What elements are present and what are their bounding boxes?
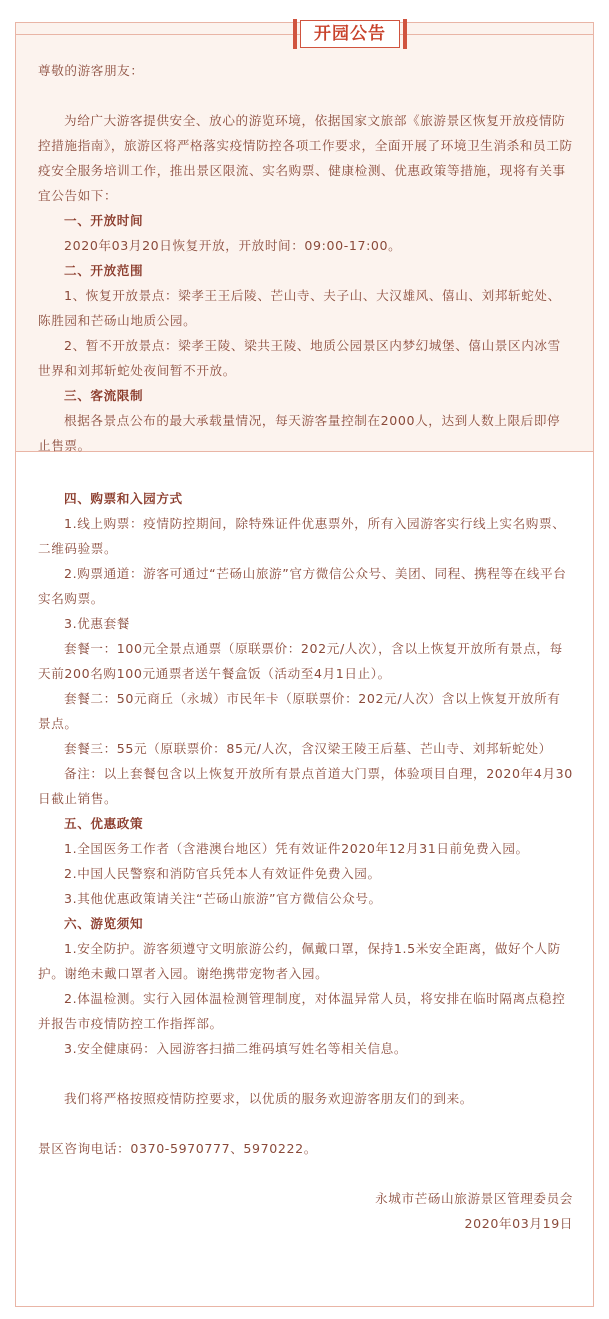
signature-org: 永城市芒砀山旅游景区管理委员会 [375,1191,573,1206]
section-heading-visitor-limit: 三、客流限制 [64,388,144,403]
section-heading-open-time: 一、开放时间 [64,213,144,228]
open-time-text: 2020年03月20日恢复开放，开放时间：09:00-17:00。 [64,238,402,253]
visit-notice-item: 2.体温检测。实行入园体温检测管理制度，对体温异常人员，将安排在临时隔离点稳控并报告市疫情防控工作指挥部。 [38,991,566,1031]
section-heading-discount: 五、优惠政策 [64,816,144,831]
section-heading-ticketing: 四、购票和入园方式 [64,491,183,506]
closed-scope-item: 2、暂不开放景点：梁孝王陵、梁共王陵、地质公园景区内梦幻城堡、僖山景区内冰雪世界和刘邦斩蛇处夜间暂不开放。 [38,338,561,378]
package-item: 套餐一：100元全景点通票（原联票价：202元/人次），含以上恢复开放所有景点，每天前200名购100元通票者送午餐盒饭（活动至4月1日止）。 [38,641,563,681]
package-item: 套餐二：50元商丘（永城）市民年卡（原联票价：202元/人次）含以上恢复开放所有景点。 [38,691,561,731]
intro-paragraph: 为给广大游客提供安全、放心的游览环境，依据国家文旅部《旅游景区恢复开放疫情防控措施指南》，旅游区将严格落实疫情防控各项工作要求，全面开展了环境卫生消杀和员工防疫安全服务培训工作，推出景区限流、实名购票、健康检测、优惠政策等措施，现将有关事宜公告如下： [38,113,573,203]
closing-statement: 我们将严格按照疫情防控要求，以优质的服务欢迎游客朋友们的到来。 [64,1091,474,1106]
section-heading-open-scope: 二、开放范围 [64,263,144,278]
signature-date: 2020年03月19日 [464,1216,573,1231]
notice-body [38,58,573,1236]
title-bracket-left [293,19,297,49]
hotline-text: 景区咨询电话：0370-5970777、5970222。 [38,1141,317,1156]
discount-item: 1.全国医务工作者（含港澳台地区）凭有效证件2020年12月31日前免费入园。 [64,841,529,856]
title-divider-right [400,34,594,35]
visit-notice-item: 3.安全健康码：入园游客扫描二维码填写姓名等相关信息。 [64,1041,408,1056]
discount-item: 2.中国人民警察和消防官兵凭本人有效证件免费入园。 [64,866,381,881]
visitor-limit-text: 根据各景点公布的最大承载量情况，每天游客量控制在2000人，达到人数上限后即停止售票。 [38,413,561,453]
package-item: 套餐三：55元（原联票价：85元/人次，含汉梁王陵王后墓、芒山寺、刘邦斩蛇处） [64,741,552,756]
section-heading-visit-notice: 六、游览须知 [64,916,144,931]
title-bracket-right [403,19,407,49]
visit-notice-item: 1.安全防护。游客须遵守文明旅游公约，佩戴口罩，保持1.5米安全距离，做好个人防护。谢绝未戴口罩者入园。谢绝携带宠物者入园。 [38,941,561,981]
open-scope-item: 1、恢复开放景点：梁孝王王后陵、芒山寺、夫子山、大汉雄风、僖山、刘邦斩蛇处、陈胜园和芒砀山地质公园。 [38,288,561,328]
ticketing-item: 3.优惠套餐 [64,616,130,631]
discount-item: 3.其他优惠政策请关注“芒砀山旅游”官方微信公众号。 [64,891,382,906]
notice-title [300,20,400,48]
title-divider-left [15,34,300,35]
ticketing-item: 1.线上购票：疫情防控期间，除特殊证件优惠票外，所有入园游客实行线上实名购票、二维码验票。 [38,516,566,556]
ticketing-item: 2.购票通道：游客可通过“芒砀山旅游”官方微信公众号、美团、同程、携程等在线平台实名购票。 [38,566,567,606]
package-note: 备注：以上套餐包含以上恢复开放所有景点首道大门票，体验项目自理，2020年4月30日截止销售。 [38,766,573,806]
notice-title-text: 开园公告 [314,24,386,44]
greeting: 尊敬的游客朋友： [38,63,144,78]
